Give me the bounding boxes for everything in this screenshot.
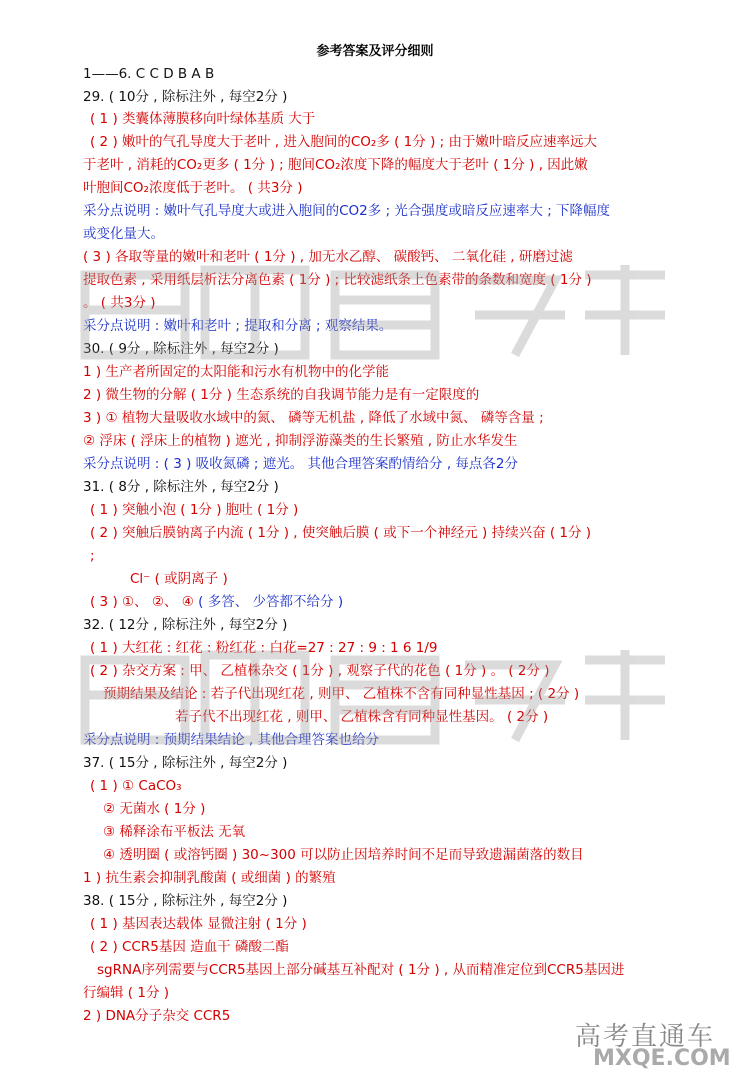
- answer-line: [83, 408, 544, 428]
- answer-line-text: ( 1 ) 基因表达载体 显微注射 ( 1分 ): [90, 916, 307, 932]
- answer-line: [83, 178, 302, 198]
- answer-line-text: 。 ( 共3分 ): [83, 295, 156, 311]
- answer-line: [83, 753, 287, 773]
- answer-line-text: sgRNA序列需要与CCR5基因上部分碱基互补配对 ( 1分 ) , 从而精准定位到CCR5基因进: [97, 962, 625, 978]
- answer-line-text: ( 1 ) 类囊体薄膜移向叶绿体基质 大于: [90, 111, 316, 127]
- answer-line-text: ( 2 ) 嫩叶的气孔导度大于老叶 , 进入胞间的CO₂多 ( 1分 ) ; 由于嫩叶暗反应速率远大: [90, 134, 597, 150]
- answer-line-text: 提取色素 , 采用纸层析法分离色素 ( 1分 ) ; 比较滤纸条上色素带的条数和宽度 ( 1分 ): [83, 272, 592, 288]
- answer-line-text: 采分点说明 : ( 3 ) 吸收氮磷 ; 遮光。 其他合理答案酌情给分 , 每点各2分: [83, 456, 519, 472]
- answer-line-text: ② 无菌水 ( 1分 ): [103, 801, 206, 817]
- answer-line: [83, 1006, 230, 1026]
- answer-line: [83, 983, 169, 1003]
- answer-line-text: ④ 透明圈 ( 或溶钙圈 ) 30~300 可以防止因培养时间不足而导致遗漏菌落的数目: [103, 847, 584, 863]
- answer-line-text: 采分点说明 : 预期结果结论 , 其他合理答案也给分: [83, 732, 380, 748]
- corner-watermark-logo: [571, 1016, 736, 1071]
- answer-line-text: 行编辑 ( 1分 ): [83, 985, 169, 1001]
- answer-line-text: 1——6. C C D B A B: [83, 66, 215, 82]
- answer-line-text: 3 ) ① 植物大量吸收水域中的氮、 磷等无机盐 , 降低了水域中氮、 磷等含量 ;: [83, 410, 544, 426]
- answer-line: [83, 224, 164, 244]
- answer-line: [83, 362, 389, 382]
- answer-line-text: 于老叶 , 消耗的CO₂更多 ( 1分 ) ; 胞间CO₂浓度下降的幅度大于老叶 ( 1分 ) , 因此嫩: [83, 157, 588, 173]
- answer-line: [83, 730, 379, 750]
- answer-line: [90, 109, 315, 129]
- answer-line-text: 采分点说明 : 嫩叶和老叶 ; 提取和分离 ; 观察结果。: [83, 318, 393, 334]
- answer-line: [103, 822, 245, 842]
- answer-line: [103, 799, 205, 819]
- answer-line: [103, 684, 579, 704]
- answer-line-text: ( 1 ) ① CaCO₃: [90, 778, 182, 794]
- answer-line-text: 29. ( 10分 , 除标注外 , 每空2分 ): [83, 89, 288, 105]
- answer-line: [83, 201, 610, 221]
- corner-logo-text: 高考直通车: [575, 1022, 716, 1052]
- answer-line-text: ( 2 ) 突触后膜钠离子内流 ( 1分 ) , 使突触后膜 ( 或下一个神经元 ) 持续兴奋 ( 1分 ): [90, 525, 592, 541]
- answer-line-text: ② 浮床 ( 浮床上的植物 ) 遮光 , 抑制浮游藻类的生长繁殖 , 防止水华发生: [83, 433, 518, 449]
- answer-line: [83, 339, 279, 359]
- answer-line-text: ( 1 ) 突触小泡 ( 1分 ) 胞吐 ( 1分 ): [90, 502, 299, 518]
- answer-line-text: 37. ( 15分 , 除标注外 , 每空2分 ): [83, 755, 288, 771]
- answer-line: [83, 891, 287, 911]
- answer-line: [175, 707, 548, 727]
- answer-line: [90, 546, 95, 566]
- answer-line: [97, 960, 624, 980]
- answer-line: [103, 845, 584, 865]
- answer-line: [90, 500, 298, 520]
- answer-line: [83, 247, 573, 267]
- answer-line-text: 2 ) 微生物的分解 ( 1分 ) 生态系统的自我调节能力是有一定限度的: [83, 387, 480, 403]
- answer-line: [90, 638, 438, 658]
- answer-line: [90, 132, 597, 152]
- answer-line: [83, 477, 279, 497]
- corner-logo-url: MXQE.COM: [593, 1046, 731, 1071]
- answer-line-text: 1 ) 生产者所固定的太阳能和污水有机物中的化学能: [83, 364, 389, 380]
- answer-line-text: 30. ( 9分 , 除标注外 , 每空2分 ): [83, 341, 279, 357]
- answer-line: [83, 270, 592, 290]
- answer-line-text: 采分点说明 : 嫩叶气孔导度大或进入胞间的CO2多 ; 光合强度或暗反应速率大 ; 下降幅度: [83, 203, 611, 219]
- answer-line-text: 或变化量大。: [83, 226, 164, 242]
- answer-line-text: Cl⁻ ( 或阴离子 ): [130, 571, 228, 587]
- answer-line: [83, 293, 156, 313]
- answer-line: [83, 385, 479, 405]
- page-title: 参考答案及评分细则: [316, 44, 434, 59]
- answer-line-text: ( 3 ) ①、 ②、 ④: [90, 594, 194, 610]
- answer-line: [83, 64, 214, 84]
- answer-line-text: 叶胞间CO₂浓度低于老叶。 ( 共3分 ): [83, 180, 303, 196]
- answer-line-text: ( 3 ) 各取等量的嫩叶和老叶 ( 1分 ) , 加无水乙醇、 碳酸钙、 二氧化硅 , 研磨过滤: [83, 249, 573, 265]
- answer-line-text: ( 1 ) 大红花 : 红花 : 粉红花 : 白花=27 : 27 : 9 : 1 6 1/9: [90, 640, 438, 656]
- answer-line-text: ;: [90, 548, 95, 564]
- answer-line-text: 1 ) 抗生素会抑制乳酸菌 ( 或细菌 ) 的繁殖: [83, 870, 336, 886]
- answer-line: [83, 868, 336, 888]
- answer-line: [130, 569, 228, 589]
- answer-line-note: ( 多答、 少答都不给分 ): [193, 594, 344, 610]
- answer-line-text: 2 ) DNA分子杂交 CCR5: [83, 1008, 231, 1024]
- answer-line-text: ③ 稀释涂布平板法 无氧: [103, 824, 246, 840]
- answer-line: [83, 155, 588, 175]
- answer-line: [83, 87, 287, 107]
- answer-line: [83, 454, 518, 474]
- answer-line-text: ( 2 ) 杂交方案 : 甲、 乙植株杂交 ( 1分 ) , 观察子代的花色 ( 1分 ) 。 ( 2分 ): [90, 663, 550, 679]
- answer-line-text: 预期结果及结论 : 若子代出现红花 , 则甲、 乙植株不含有同种显性基因 ; ( 2分 ): [103, 686, 580, 702]
- answer-line: [90, 937, 289, 957]
- answer-line: [90, 914, 307, 934]
- answer-line: [83, 615, 287, 635]
- answer-line-text: 32. ( 12分 , 除标注外 , 每空2分 ): [83, 617, 288, 633]
- answer-line: [83, 431, 517, 451]
- answer-line-text: ( 2 ) CCR5基因 造血干 磷酸二酯: [90, 939, 289, 955]
- answer-line: [83, 316, 392, 336]
- answer-line: [90, 776, 182, 796]
- answer-line: [90, 592, 343, 612]
- answer-line-text: 38. ( 15分 , 除标注外 , 每空2分 ): [83, 893, 288, 909]
- answer-line: [90, 661, 550, 681]
- answer-line-text: 若子代不出现红花 , 则甲、 乙植株含有同种显性基因。 ( 2分 ): [175, 709, 549, 725]
- answer-line-text: 31. ( 8分 , 除标注外 , 每空2分 ): [83, 479, 279, 495]
- answer-line: [90, 523, 591, 543]
